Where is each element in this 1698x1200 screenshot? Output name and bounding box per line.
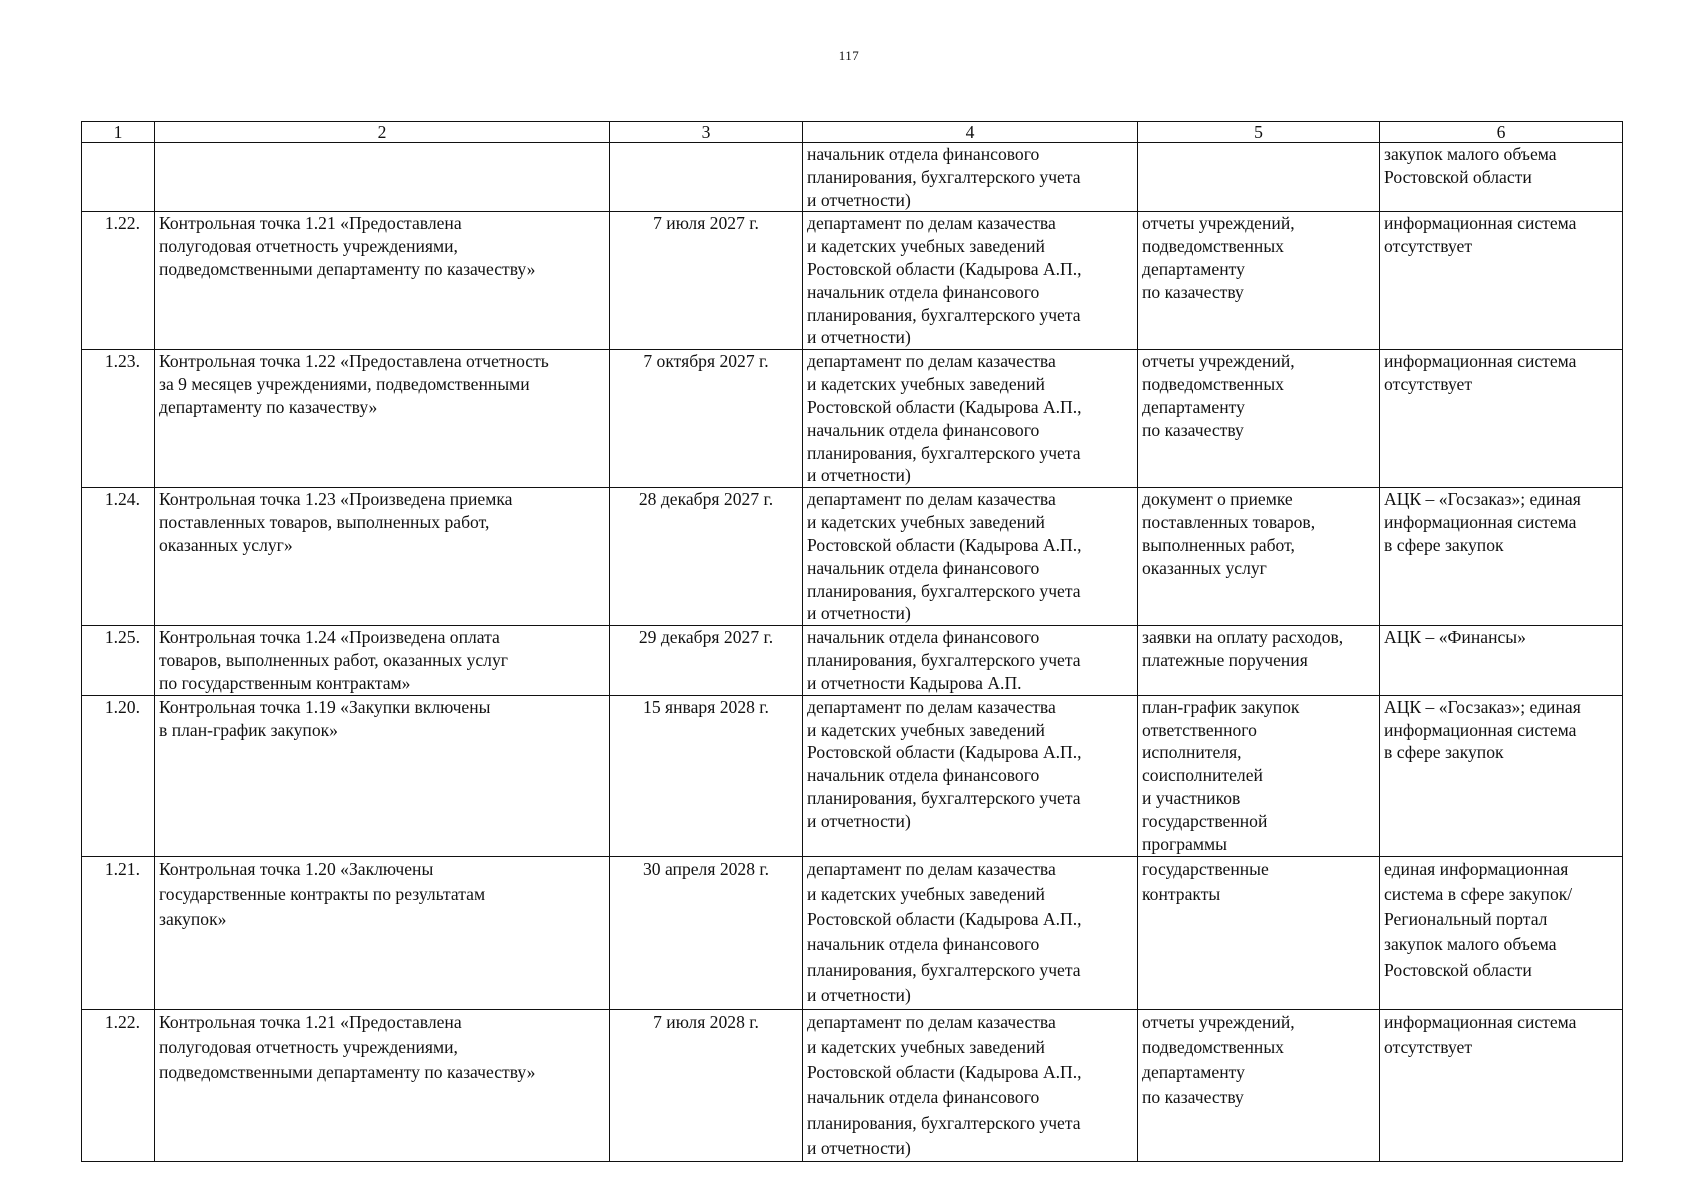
responsible-party-cell: начальник отдела финансового планирования, бухгалтерского учета и отчетности Кадырова А.П.: [803, 626, 1138, 695]
control-point-name-cell: Контрольная точка 1.21 «Предоставлена полугодовая отчетность учреждениями, подведомственными департаменту по казачеству»: [155, 1009, 610, 1161]
table-body: [82, 143, 1623, 1162]
row-number-cell: 1.21.: [82, 856, 155, 1009]
control-point-name-cell: Контрольная точка 1.23 «Произведена приемка поставленных товаров, выполненных работ, оказанных услуг»: [155, 488, 610, 626]
information-system-cell: единая информационная система в сфере закупок/ Региональный портал закупок малого объема Ростовской области: [1380, 856, 1623, 1009]
responsible-party-cell: департамент по делам казачества и кадетских учебных заведений Ростовской области (Кадырова А.П., начальник отдела финансового планирования, бухгалтерского учета и отчетности): [803, 695, 1138, 856]
row-number-cell: 1.22.: [82, 212, 155, 350]
confirming-document-cell: план-график закупок ответственного исполнителя, соисполнителей и участников государственной программы: [1138, 695, 1380, 856]
column-header: 1: [82, 122, 155, 143]
table-header: [82, 122, 1623, 143]
page-number: 117: [838, 48, 860, 63]
control-point-name-cell: Контрольная точка 1.24 «Произведена оплата товаров, выполненных работ, оказанных услуг по государственным контрактам»: [155, 626, 610, 695]
column-header: 5: [1138, 122, 1380, 143]
information-system-cell: информационная система отсутствует: [1380, 212, 1623, 350]
row-number-cell: 1.22.: [82, 1009, 155, 1161]
deadline-date-cell: [610, 143, 803, 212]
table-row: [82, 1009, 1623, 1161]
confirming-document-cell: государственные контракты: [1138, 856, 1380, 1009]
row-number-cell: 1.23.: [82, 350, 155, 488]
control-points-table: [81, 121, 1623, 1162]
table-row: [82, 856, 1623, 1009]
information-system-cell: АЦК – «Госзаказ»; единая информационная система в сфере закупок: [1380, 488, 1623, 626]
confirming-document-cell: отчеты учреждений, подведомственных департаменту по казачеству: [1138, 212, 1380, 350]
information-system-cell: информационная система отсутствует: [1380, 1009, 1623, 1161]
confirming-document-cell: заявки на оплату расходов, платежные поручения: [1138, 626, 1380, 695]
responsible-party-cell: департамент по делам казачества и кадетских учебных заведений Ростовской области (Кадырова А.П., начальник отдела финансового планирования, бухгалтерского учета и отчетности): [803, 350, 1138, 488]
table-row: [82, 350, 1623, 488]
column-header: 2: [155, 122, 610, 143]
row-number-cell: 1.20.: [82, 695, 155, 856]
deadline-date-cell: 29 декабря 2027 г.: [610, 626, 803, 695]
confirming-document-cell: [1138, 143, 1380, 212]
responsible-party-cell: департамент по делам казачества и кадетских учебных заведений Ростовской области (Кадырова А.П., начальник отдела финансового планирования, бухгалтерского учета и отчетности): [803, 856, 1138, 1009]
row-number-cell: 1.25.: [82, 626, 155, 695]
confirming-document-cell: отчеты учреждений, подведомственных департаменту по казачеству: [1138, 1009, 1380, 1161]
responsible-party-cell: департамент по делам казачества и кадетских учебных заведений Ростовской области (Кадырова А.П., начальник отдела финансового планирования, бухгалтерского учета и отчетности): [803, 488, 1138, 626]
responsible-party-cell: департамент по делам казачества и кадетских учебных заведений Ростовской области (Кадырова А.П., начальник отдела финансового планирования, бухгалтерского учета и отчетности): [803, 212, 1138, 350]
deadline-date-cell: 30 апреля 2028 г.: [610, 856, 803, 1009]
deadline-date-cell: 7 октября 2027 г.: [610, 350, 803, 488]
information-system-cell: АЦК – «Финансы»: [1380, 626, 1623, 695]
deadline-date-cell: 28 декабря 2027 г.: [610, 488, 803, 626]
row-number-cell: [82, 143, 155, 212]
table-row: [82, 488, 1623, 626]
deadline-date-cell: 15 января 2028 г.: [610, 695, 803, 856]
table-row: [82, 212, 1623, 350]
control-point-name-cell: Контрольная точка 1.22 «Предоставлена отчетность за 9 месяцев учреждениями, подведомственными департаменту по казачеству»: [155, 350, 610, 488]
control-point-name-cell: Контрольная точка 1.20 «Заключены государственные контракты по результатам закупок»: [155, 856, 610, 1009]
information-system-cell: информационная система отсутствует: [1380, 350, 1623, 488]
row-number-cell: 1.24.: [82, 488, 155, 626]
responsible-party-cell: начальник отдела финансового планирования, бухгалтерского учета и отчетности): [803, 143, 1138, 212]
deadline-date-cell: 7 июля 2028 г.: [610, 1009, 803, 1161]
table-row: [82, 695, 1623, 856]
table-row: [82, 626, 1623, 695]
control-point-name-cell: [155, 143, 610, 212]
control-point-name-cell: Контрольная точка 1.19 «Закупки включены в план-график закупок»: [155, 695, 610, 856]
column-number-row: [82, 122, 1623, 143]
deadline-date-cell: 7 июля 2027 г.: [610, 212, 803, 350]
column-header: 4: [803, 122, 1138, 143]
confirming-document-cell: отчеты учреждений, подведомственных департаменту по казачеству: [1138, 350, 1380, 488]
responsible-party-cell: департамент по делам казачества и кадетских учебных заведений Ростовской области (Кадырова А.П., начальник отдела финансового планирования, бухгалтерского учета и отчетности): [803, 1009, 1138, 1161]
information-system-cell: АЦК – «Госзаказ»; единая информационная система в сфере закупок: [1380, 695, 1623, 856]
information-system-cell: закупок малого объема Ростовской области: [1380, 143, 1623, 212]
confirming-document-cell: документ о приемке поставленных товаров, выполненных работ, оказанных услуг: [1138, 488, 1380, 626]
column-header: 6: [1380, 122, 1623, 143]
table-row: [82, 143, 1623, 212]
column-header: 3: [610, 122, 803, 143]
control-point-name-cell: Контрольная точка 1.21 «Предоставлена полугодовая отчетность учреждениями, подведомственными департаменту по казачеству»: [155, 212, 610, 350]
